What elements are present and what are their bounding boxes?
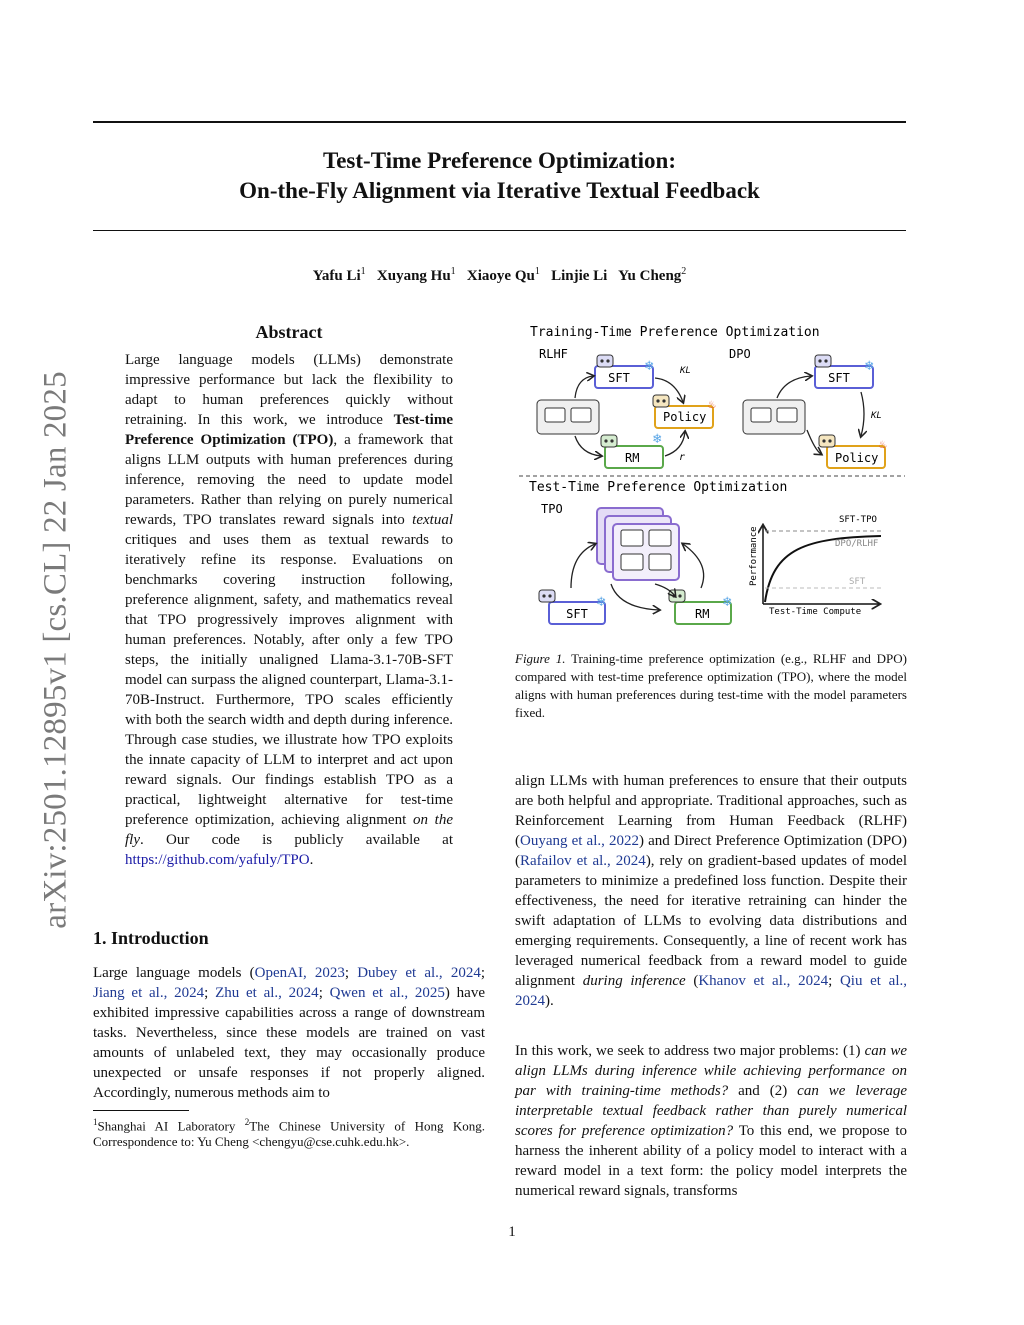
legend-sft-tpo: SFT-TPO [839,515,877,525]
arrow [575,376,593,398]
svg-text:Policy: Policy [663,410,707,424]
affiliation-footnote: $^1$Shanghai AI Laboratory $^2$The Chinese University of Hong Kong. Correspondence to: Yu Cheng <chengyu@cse.cuhk.edu.hk>. [93,1117,485,1150]
citation-link[interactable]: Zhu et al., 2024 [215,985,319,1001]
abstract-heading: Abstract [255,322,323,342]
response-cards-icon [597,508,679,580]
robot-icon [815,355,831,367]
tpo-label: TPO [541,502,563,516]
rlhf-policy-node [653,395,716,428]
snowflake-icon: ❄ [653,431,662,447]
preference-data-icon [743,400,805,434]
citation-link[interactable]: Khanov et al., 2024 [698,973,829,989]
intro-paragraph-continued: align LLMs with human preferences to ensure that their outputs are both helpful and appropriate. Traditional approaches, such as Reinforcement Learning from Human Feedback (RLHF) (Ouyang et al., 2022) and Direct Preference Optimization (DPO) (Rafailov et al., 2024), rely on gradient-based updates of model parameters to minimize a predefined loss function. Despite their effectiveness, the need for iterative retraining can hinder the swift adaptation of LLMs to evolving data distributions and emerging requirements. Consequently, a line of recent work has leveraged numerical feedback from a reward model to guide alignment during inference (Khanov et al., 2024; Qiu et al., 2024). [515,773,907,1009]
arxiv-identifier: arXiv:2501.12895v1 [cs.CL] 22 Jan 2025 [37,371,74,929]
preference-data-icon [537,400,599,434]
rlhf-label: RLHF [539,347,568,361]
performance-plot [749,515,881,617]
svg-text:SFT: SFT [566,607,588,621]
robot-icon [597,355,613,367]
snowflake-icon: ❄ [645,358,654,374]
svg-text:RM: RM [695,607,710,621]
snowflake-icon: ❄ [597,594,606,610]
top-rule [93,121,906,123]
training-time-title: Training-Time Preference Optimization [530,325,820,340]
rlhf-rm-node [601,431,663,468]
title-line-1: Test-Time Preference Optimization: [322,148,676,173]
legend-dpo-rlhf: DPO/RLHF [835,539,879,549]
paper-title [93,146,906,206]
robot-icon [601,435,617,447]
flame-icon: ♨ [879,437,887,452]
tpo-rm-node [669,590,732,624]
citation-link[interactable]: Qwen et al., 2025 [329,985,445,1001]
arrow [683,544,704,588]
author: Xuyang Hu [376,268,451,284]
page-number: 1 [508,1224,516,1240]
abstract-body: Large language models (LLMs) demonstrate impressive performance but lack the flexibility to adapt to human preferences quickly without retraining. In this work, we introduce Test-time Preference Optimization (TPO), a framework that aligns LLM outputs with human preferences during inference, removing the need to update model parameters. Rather than relying on purely numerical rewards, TPO translates reward signals into textual critiques and uses them as textual rewards to iteratively refine its response. Evaluations on benchmarks covering instruction following, preference alignment, safety, and mathematics reveal that TPO progressively improves alignment with human preferences. Notably, after only a few TPO steps, the initially unaligned Llama-3.1-70B-SFT model can surpass the aligned counterpart, Llama-3.1-70B-Instruct. Furthermore, TPO scales efficiently with both the search width and depth during inference. Through case studies, we illustrate how TPO exploits the innate capacity of LLM to interpret and act upon reward signals. Our findings establish TPO as a practical, lightweight alternative for test-time preference optimization, achieving alignment on the fly. Our code is publicly available at https://github.com/yafuly/TPO. [125,352,454,868]
legend-sft: SFT [849,577,866,587]
svg-text:Policy: Policy [835,451,879,465]
figure-1-caption: Figure 1. Training-time preference optimization (e.g., RLHF and DPO) compared with test-time preference optimization (TPO), where the model aligns with human preferences during test-time with the model parameters fixed. [515,651,907,720]
snowflake-icon: ❄ [723,594,732,610]
author: Yu Cheng [618,268,682,284]
title-line-2: On-the-Fly Alignment via Iterative Textual Feedback [239,178,760,203]
snowflake-icon: ❄ [865,358,874,374]
svg-text:SFT: SFT [828,371,850,385]
arrow [575,436,601,456]
kl-label: KL [871,411,882,421]
problem-statement-paragraph: In this work, we seek to address two major problems: (1) can we align LLMs during inference while achieving performance on par with training-time methods? and (2) can we leverage interpretable textual feedback rather than purely numerical scores for preference optimization? To this end, we propose to harness the inherent ability of a policy model to interact with a reward model in a text form: the policy model interprets the numerical reward signals, transforms [515,1043,907,1199]
robot-icon [653,395,669,407]
x-axis-label: Test-Time Compute [769,607,862,617]
section-heading-introduction: 1. Introduction [93,928,209,948]
dpo-sft-node [815,355,874,388]
figure-1-diagram [515,318,907,640]
author: Xiaoye Qu [466,268,535,284]
author: Yafu Li [312,268,361,284]
dpo-label: DPO [729,347,751,361]
arrow [777,376,811,398]
arrow [861,392,864,436]
author: Linjie Li [551,268,608,284]
citation-link[interactable]: Qiu et al., 2024 [515,973,907,1009]
tpo-sft-node [539,590,606,624]
robot-icon [539,590,555,602]
svg-text:SFT: SFT [608,371,630,385]
reward-label: r [679,452,686,463]
author-list: Yafu Li$^1$ Xuyang Hu$^1$ Xiaoye Qu$^1$ Linjie Li Yu Cheng$^2$ [312,266,687,284]
code-url-link[interactable]: https://github.com/yafuly/TPO [125,852,310,868]
citation-link[interactable]: Ouyang et al., 2022 [520,833,639,849]
test-time-title: Test-Time Preference Optimization [529,480,788,495]
kl-label: KL [680,366,691,376]
citation-link[interactable]: Rafailov et al., 2024 [520,853,646,869]
arrow [571,544,595,588]
flame-icon: ♨ [708,397,716,412]
citation-link[interactable]: Jiang et al., 2024 [93,985,205,1001]
robot-icon [819,435,835,447]
y-axis-label: Performance [749,526,759,586]
arrow [611,584,659,610]
title-bottom-rule [93,230,906,231]
intro-paragraph: Large language models (OpenAI, 2023; Dubey et al., 2024; Jiang et al., 2024; Zhu et al., 2024; Qwen et al., 2025) have exhibited impressive capabilities across a range of downstream tasks. Nevertheless, since these models are trained on vast amounts of unlabeled text, they may occasionally produce unexpected or unsafe responses if not properly aligned. Accordingly, numerous methods aim to [93,965,486,1101]
dpo-policy-node [819,435,887,468]
citation-link[interactable]: OpenAI, 2023 [254,965,345,981]
svg-text:RM: RM [625,451,640,465]
rlhf-sft-node [595,355,654,388]
tpo-name: Test-time Preference Optimization (TPO) [125,412,453,448]
citation-link[interactable]: Dubey et al., 2024 [357,965,481,981]
footnote-rule [93,1110,189,1111]
